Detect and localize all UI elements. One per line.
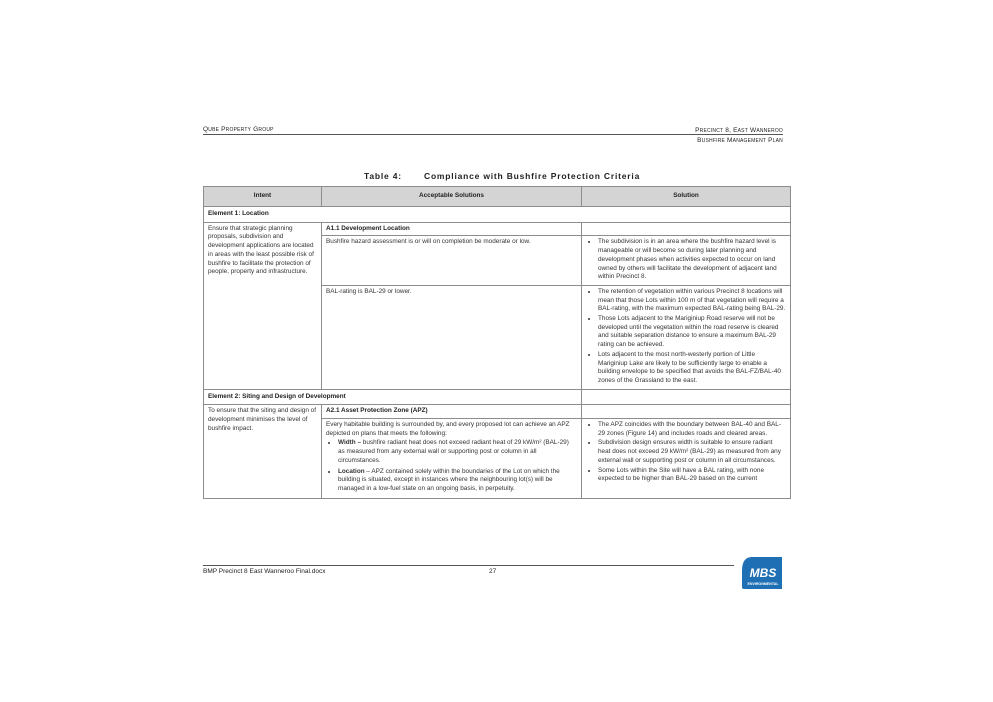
element1-title: Element 1: Location xyxy=(204,207,791,223)
list-item: • Lots adjacent to the most north-westerly portion of Little Mariginiup Lake are likely to be sufficiently large to enable a building envelope to be specified that avoids the BAL-FZ/BAL-40 zones of the Grassland to the east. xyxy=(598,351,786,386)
table-number: Table 4: xyxy=(364,171,402,181)
list-item: • The APZ coincides with the boundary between BAL-40 and BAL-29 zones (Figure 14) and includes roads and cleared areas. xyxy=(598,421,786,438)
element2-subheading-blank xyxy=(582,405,791,419)
mbs-logo xyxy=(742,557,782,589)
table-row xyxy=(204,222,791,236)
header-project-line2: Bushfire Management Plan xyxy=(697,137,783,144)
list-item xyxy=(338,468,577,494)
compliance-table xyxy=(203,186,791,499)
element1-row2-solution xyxy=(582,285,791,389)
header-rule xyxy=(203,134,783,135)
element1-row1-acceptable: Bushfire hazard assessment is or will on completion be moderate or low. xyxy=(322,236,582,286)
element1-subheading-blank xyxy=(582,222,791,236)
item-label: Width – xyxy=(338,439,362,447)
list-item xyxy=(338,439,577,465)
table-title: Compliance with Bushfire Protection Criteria xyxy=(424,171,641,181)
item-text: bushfire radiant heat does not exceed radiant heat of 29 kW/m² (BAL-29) as measured from any external wall or supporting post or column in all circumstances. xyxy=(338,439,569,464)
col-header-solution: Solution xyxy=(582,187,791,207)
table-caption xyxy=(364,171,640,181)
element1-row1-solution xyxy=(582,236,791,286)
page-number: 27 xyxy=(489,568,497,575)
footer-rule xyxy=(203,565,734,566)
header-project-line1: Precinct 8, East Wanneroo xyxy=(695,127,783,134)
list-item: • Subdivision design ensures width is suitable to ensure radiant heat does not exceed 29 kW/m² (BAL-29) as measured from any external wall or supporting post or column in all circumstances. xyxy=(598,439,786,465)
col-header-intent: Intent xyxy=(204,187,322,207)
col-header-acceptable: Acceptable Solutions xyxy=(322,187,582,207)
element2-intent: To ensure that the siting and design of development minimises the level of bushfire impact. xyxy=(204,405,322,498)
element2-subheading: A2.1 Asset Protection Zone (APZ) xyxy=(322,405,582,419)
element2-title: Element 2: Siting and Design of Development xyxy=(204,389,582,405)
list-item: • Some Lots within the Site will have a BAL rating, with none expected to be higher than BAL-29 based on the current xyxy=(598,467,786,484)
item-label: Location xyxy=(338,467,365,475)
element2-row xyxy=(204,389,791,405)
list-item: • The retention of vegetation within various Precinct 8 locations will mean that those Lots within 100 m of that vegetation will require a BAL-rating, with the maximum expected BAL-rating being BAL-29. xyxy=(598,288,786,314)
element2-acceptable xyxy=(322,419,582,499)
element2-acceptable-intro: Every habitable building is surrounded by, and every proposed lot can achieve an APZ depicted on plans that meets the following: xyxy=(326,421,570,437)
element1-row xyxy=(204,207,791,223)
element2-title-blank xyxy=(582,389,791,405)
item-text: – APZ contained solely within the boundaries of the Lot on which the building is situated, except in instances where the neighbouring lot(s) will be managed in a low-fuel state on an ongoing basis, in perpetuity. xyxy=(338,467,560,492)
footer-filename: BMP Precinct 8 East Wanneroo Final.docx xyxy=(203,568,326,575)
list-item: • Those Lots adjacent to the Mariginiup Road reserve will not be developed until the vegetation within the road reserve is cleared and suitable separation distance to ensure a maximum BAL-29 rating can be achieved. xyxy=(598,315,786,350)
table-row xyxy=(204,405,791,419)
element2-solution xyxy=(582,419,791,499)
table-header-row xyxy=(204,187,791,207)
header-project xyxy=(695,126,783,146)
header-company: Qube Property Group xyxy=(203,126,274,133)
element1-intent: Ensure that strategic planning proposals, subdivision and development applications are located in areas with the least possible risk of bushfire to facilitate the protection of people, property and infrastructure. xyxy=(204,222,322,389)
element1-subheading: A1.1 Development Location xyxy=(322,222,582,236)
list-item: • The subdivision is in an area where the bushfire hazard level is manageable or will become so during later planning and development phases when activities expected to occur on land owned by others will facilitate the development of adjacent land within Precinct 8. xyxy=(598,238,786,282)
element1-row2-acceptable: BAL-rating is BAL-29 or lower. xyxy=(322,285,582,389)
logo-text: MBS xyxy=(749,566,777,580)
logo-subtext: ENVIRONMENTAL xyxy=(747,582,779,586)
